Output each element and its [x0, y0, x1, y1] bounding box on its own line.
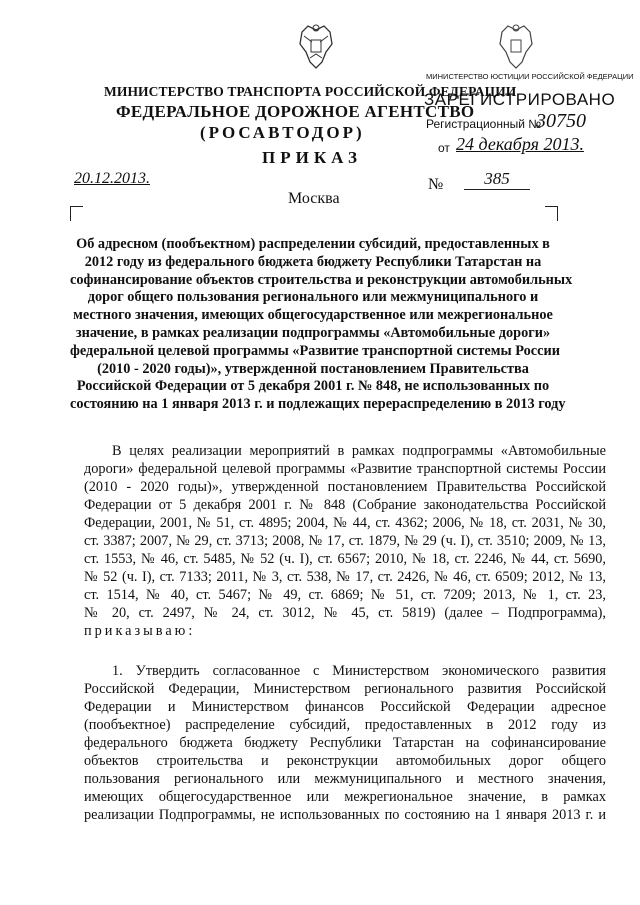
- title-corner-left: [70, 206, 83, 221]
- stamp-emblem: [496, 22, 536, 72]
- order-number: 385: [464, 169, 530, 190]
- item-1-line: объектов строительства и реконструкции автомобильных дорог общего: [84, 753, 606, 769]
- order-number-label: №: [428, 176, 444, 193]
- item-1-line: имеющих общегосударственное или межрегиональное значение, в рамках: [84, 789, 606, 805]
- preamble-line: ст. 1514, № 40, ст. 5467; № 49, ст. 6869; № 51, ст. 7209; 2013, № 1, ст. 23,: [84, 587, 606, 603]
- item-1-line: федерального бюджета бюджету Республики Татарстан на софинансирование: [84, 735, 606, 751]
- agency-name: ФЕДЕРАЛЬНОЕ ДОРОЖНОЕ АГЕНТСТВО: [116, 102, 475, 121]
- preamble-line: № 52 (ч. I), ст. 7133; 2011, № 3, ст. 538, № 17, ст. 2426, № 46, ст. 6509; 2012, № 13,: [84, 569, 606, 585]
- title-line: состоянию на 1 января 2013 г. и подлежащих перераспределению в 2013 году: [70, 396, 566, 413]
- title-corner-right: [545, 206, 558, 221]
- title-line: Российской Федерации от 5 декабря 2001 г. № 848, не использованных по: [76, 378, 550, 395]
- title-line: 2012 году из федерального бюджета бюджету Республики Татарстан на: [84, 253, 542, 270]
- preamble-line: Федерации, 2001, № 51, ст. 4895; 2004, № 44, ст. 4362; 2006, № 18, ст. 2031, № 30,: [84, 515, 606, 531]
- preamble-line: Федерации от 5 декабря 2001 г. № 848 (Собрание законодательства Российской: [84, 497, 606, 513]
- item-1-line: (пообъектное) распределение субсидий, предоставленных в 2012 году из: [84, 717, 606, 733]
- preamble-line: В целях реализации мероприятий в рамках подпрограммы «Автомобильные: [112, 443, 606, 459]
- title-line: (2010 - 2020 годы)», утвержденной постановлением Правительства: [97, 360, 529, 377]
- stamp-registered: ЗАРЕГИСТРИРОВАНО: [424, 90, 616, 109]
- preamble-paragraph: [84, 443, 606, 641]
- stamp-reg-number: 30750: [536, 110, 586, 132]
- stamp-ministry: МИНИСТЕРСТВО ЮСТИЦИИ РОССИЙСКОЙ ФЕДЕРАЦИИ: [426, 72, 634, 81]
- coat-of-arms-emblem: [296, 22, 336, 72]
- item-1-line: 1. Утвердить согласованное с Министерством экономического развития: [112, 663, 606, 679]
- item-1-line: пользования регионального или межмуниципального и местного значения,: [84, 771, 606, 787]
- agency-abbreviation: (РОСАВТОДОР): [200, 123, 365, 142]
- order-city: Москва: [288, 190, 340, 207]
- preamble-line: приказываю:: [84, 623, 196, 639]
- preamble-line: дороги» федеральной целевой программы «Развитие транспортной системы России: [84, 461, 606, 477]
- stamp-reg-label: Регистрационный №: [426, 117, 542, 131]
- stamp-date-label: от: [438, 141, 450, 155]
- item-1-line: Российской Федерации, Министерством регионального развития Российской: [84, 681, 606, 697]
- stamp-reg-date: 24 декабря 2013.: [456, 134, 584, 154]
- title-line: значение, в рамках реализации подпрограммы «Автомобильные дороги»: [75, 324, 551, 341]
- document-title: [70, 236, 573, 414]
- title-line: местного значения, имеющих общегосударственное или межрегиональное: [73, 307, 553, 324]
- ministry-name: МИНИСТЕРСТВО ТРАНСПОРТА РОССИЙСКОЙ ФЕДЕРАЦИИ: [104, 84, 517, 99]
- title-line: дорог общего пользования регионального или межмуниципального и: [87, 289, 539, 306]
- preamble-line: (2010 - 2020 годы)», утвержденной постановлением Правительства Российской: [84, 479, 606, 495]
- preamble-line: ст. 1553, № 46, ст. 5485, № 52 (ч. I), ст. 6567; 2010, № 18, ст. 2246, № 44, ст. 5690,: [84, 551, 606, 567]
- document-type: ПРИКАЗ: [262, 148, 362, 167]
- item-1-line: Федерации и Министерством финансов Российской Федерации адресное: [84, 699, 606, 715]
- title-line: софинансирование объектов строительства и реконструкции автомобильных: [70, 271, 573, 288]
- item-1-line: реализации Подпрограммы, не использованных по состоянию на 1 января 2013 г. и: [84, 807, 606, 823]
- order-date: 20.12.2013.: [74, 170, 150, 187]
- title-line: федеральной целевой программы «Развитие транспортной системы России: [70, 342, 560, 359]
- item-1-paragraph: [84, 663, 606, 825]
- title-line: Об адресном (пообъектном) распределении субсидий, предоставленных в: [76, 236, 550, 252]
- preamble-line: ст. 3387; 2007, № 29, ст. 3713; 2008, № 17, ст. 1879, № 29 (ч. I), ст. 3510; 2009, № 13,: [84, 533, 606, 549]
- preamble-line: № 20, ст. 2497, № 24, ст. 3012, № 45, ст. 5819) (далее – Подпрограмма),: [84, 605, 606, 621]
